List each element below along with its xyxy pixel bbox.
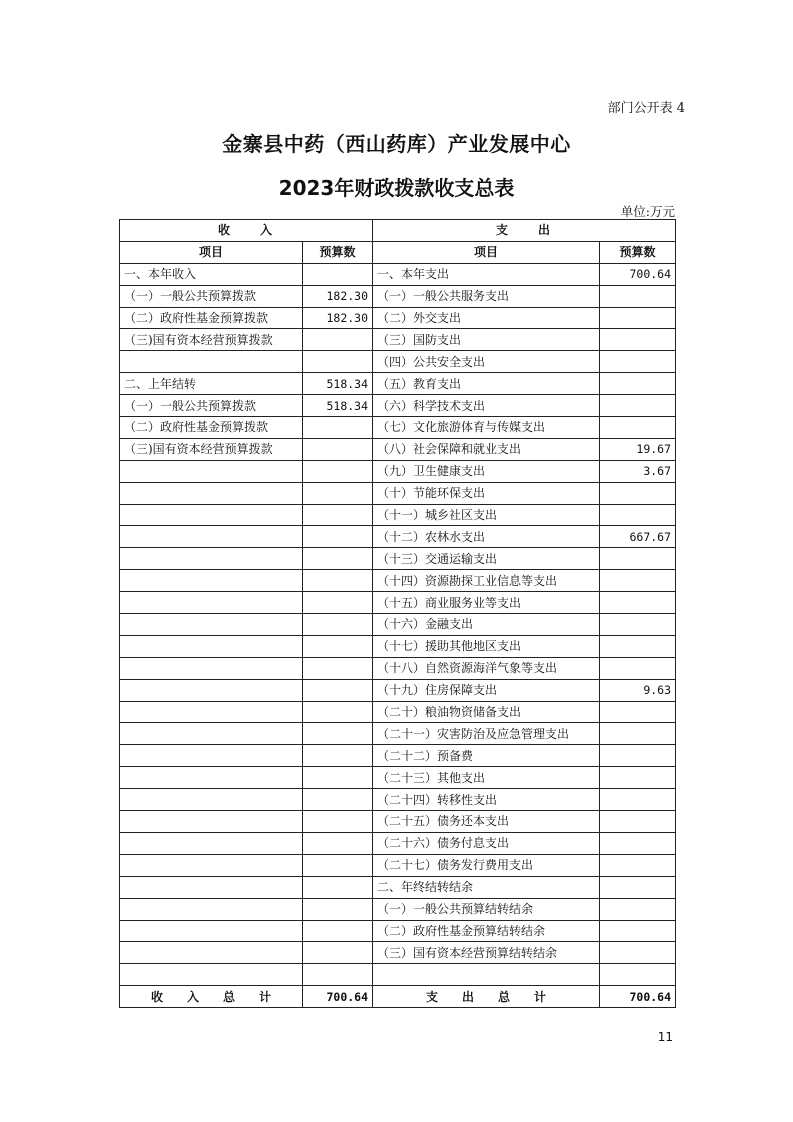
income-value-cell xyxy=(303,351,373,373)
expense-item-cell: 二、年终结转结余 xyxy=(373,876,600,898)
expense-value-cell xyxy=(600,854,676,876)
table-row xyxy=(120,526,676,548)
income-item-cell xyxy=(120,482,303,504)
table-row xyxy=(120,789,676,811)
expense-item-cell: （二十四）转移性支出 xyxy=(373,789,600,811)
table-row xyxy=(120,723,676,745)
income-item-cell xyxy=(120,504,303,526)
table-row xyxy=(120,942,676,964)
income-item-cell xyxy=(120,964,303,986)
income-value-cell xyxy=(303,526,373,548)
table-row xyxy=(120,811,676,833)
table-row xyxy=(120,285,676,307)
table-row xyxy=(120,307,676,329)
expense-value-cell xyxy=(600,898,676,920)
expense-value-cell xyxy=(600,570,676,592)
income-value-cell xyxy=(303,854,373,876)
table-row xyxy=(120,482,676,504)
expense-value-cell xyxy=(600,351,676,373)
table-row xyxy=(120,395,676,417)
expense-item-cell: （二十三）其他支出 xyxy=(373,767,600,789)
expense-value-cell xyxy=(600,592,676,614)
table-row xyxy=(120,876,676,898)
doc-table-tag: 部门公开表 4 xyxy=(607,101,685,116)
income-item-cell xyxy=(120,592,303,614)
header-row-sections xyxy=(120,220,676,242)
expense-item-cell: （六）科学技术支出 xyxy=(373,395,600,417)
expense-value-cell xyxy=(600,373,676,395)
income-value-cell xyxy=(303,898,373,920)
income-value-cell xyxy=(303,614,373,636)
expense-value-cell xyxy=(600,811,676,833)
table-row xyxy=(120,504,676,526)
expense-value-cell xyxy=(600,482,676,504)
expense-item-cell: （一）一般公共服务支出 xyxy=(373,285,600,307)
income-value-cell xyxy=(303,635,373,657)
expense-item-cell: （十五）商业服务业等支出 xyxy=(373,592,600,614)
income-value-cell xyxy=(303,767,373,789)
income-section-header: 收 入 xyxy=(120,220,373,242)
income-item-cell xyxy=(120,635,303,657)
header-row-columns xyxy=(120,241,676,263)
income-value-cell xyxy=(303,876,373,898)
expense-value-cell: 9.63 xyxy=(600,679,676,701)
totals-row xyxy=(120,986,676,1008)
expense-total-value: 700.64 xyxy=(600,986,676,1008)
income-total-value: 700.64 xyxy=(303,986,373,1008)
income-item-cell: （三)国有资本经营预算拨款 xyxy=(120,329,303,351)
expense-value-cell: 3.67 xyxy=(600,460,676,482)
budget-table xyxy=(119,219,676,1008)
expense-value-cell xyxy=(600,723,676,745)
expense-item-cell: （二十二）预备费 xyxy=(373,745,600,767)
table-row xyxy=(120,351,676,373)
table-row xyxy=(120,592,676,614)
expense-item-cell: （一）一般公共预算结转结余 xyxy=(373,898,600,920)
income-value-cell xyxy=(303,592,373,614)
expense-item-cell: （二）政府性基金预算结转结余 xyxy=(373,920,600,942)
income-value-cell xyxy=(303,964,373,986)
table-row xyxy=(120,898,676,920)
income-item-cell: 二、上年结转 xyxy=(120,373,303,395)
income-budget-header: 预算数 xyxy=(303,241,373,263)
table-row xyxy=(120,614,676,636)
expense-value-cell: 700.64 xyxy=(600,263,676,285)
table-row xyxy=(120,767,676,789)
income-value-cell xyxy=(303,701,373,723)
expense-value-cell xyxy=(600,701,676,723)
income-value-cell xyxy=(303,329,373,351)
page-subtitle: 2023年财政拨款收支总表 xyxy=(278,176,515,200)
expense-section-header: 支 出 xyxy=(373,220,676,242)
expense-item-cell: （五）教育支出 xyxy=(373,373,600,395)
income-value-cell xyxy=(303,832,373,854)
page-title: 金寨县中药（西山药库）产业发展中心 xyxy=(222,132,571,156)
table-row xyxy=(120,460,676,482)
income-value-cell: 182.30 xyxy=(303,307,373,329)
expense-item-cell: （八）社会保障和就业支出 xyxy=(373,438,600,460)
expense-value-cell xyxy=(600,635,676,657)
income-item-cell: 一、本年收入 xyxy=(120,263,303,285)
expense-total-label: 支 出 总 计 xyxy=(373,986,600,1008)
expense-value-cell xyxy=(600,920,676,942)
table-row xyxy=(120,263,676,285)
income-value-cell xyxy=(303,482,373,504)
page-number: 11 xyxy=(657,1030,673,1044)
expense-item-cell: （十七）援助其他地区支出 xyxy=(373,635,600,657)
expense-value-cell xyxy=(600,942,676,964)
expense-item-cell: （七）文化旅游体育与传媒支出 xyxy=(373,417,600,439)
income-item-cell: （一）一般公共预算拨款 xyxy=(120,285,303,307)
expense-value-cell xyxy=(600,767,676,789)
income-value-cell xyxy=(303,417,373,439)
income-value-cell xyxy=(303,570,373,592)
table-row xyxy=(120,657,676,679)
expense-value-cell xyxy=(600,307,676,329)
expense-value-cell xyxy=(600,745,676,767)
income-item-cell xyxy=(120,832,303,854)
expense-item-cell: （二）外交支出 xyxy=(373,307,600,329)
income-item-cell xyxy=(120,854,303,876)
income-value-cell xyxy=(303,657,373,679)
table-row xyxy=(120,373,676,395)
income-value-cell xyxy=(303,263,373,285)
table-row xyxy=(120,701,676,723)
expense-value-cell xyxy=(600,789,676,811)
income-item-cell xyxy=(120,570,303,592)
expense-item-cell: （四）公共安全支出 xyxy=(373,351,600,373)
income-value-cell: 182.30 xyxy=(303,285,373,307)
income-item-cell xyxy=(120,460,303,482)
income-value-cell xyxy=(303,504,373,526)
expense-item-cell: 一、本年支出 xyxy=(373,263,600,285)
expense-value-cell xyxy=(600,876,676,898)
income-value-cell xyxy=(303,920,373,942)
expense-item-cell: （十四）资源勘探工业信息等支出 xyxy=(373,570,600,592)
income-item-cell xyxy=(120,548,303,570)
income-item-cell xyxy=(120,789,303,811)
expense-value-cell xyxy=(600,964,676,986)
income-item-header: 项目 xyxy=(120,241,303,263)
expense-item-cell: （三）国防支出 xyxy=(373,329,600,351)
income-total-label: 收 入 总 计 xyxy=(120,986,303,1008)
income-item-cell xyxy=(120,767,303,789)
income-value-cell xyxy=(303,679,373,701)
income-item-cell xyxy=(120,811,303,833)
income-item-cell xyxy=(120,920,303,942)
expense-item-cell: （十）节能环保支出 xyxy=(373,482,600,504)
income-value-cell xyxy=(303,942,373,964)
expense-item-cell: （二十七）债务发行费用支出 xyxy=(373,854,600,876)
expense-value-cell xyxy=(600,417,676,439)
income-item-cell xyxy=(120,723,303,745)
income-item-cell xyxy=(120,351,303,373)
income-item-cell: （二）政府性基金预算拨款 xyxy=(120,307,303,329)
income-item-cell xyxy=(120,876,303,898)
expense-value-cell xyxy=(600,548,676,570)
table-row xyxy=(120,920,676,942)
income-item-cell xyxy=(120,898,303,920)
expense-item-cell: （十九）住房保障支出 xyxy=(373,679,600,701)
expense-value-cell xyxy=(600,832,676,854)
table-row xyxy=(120,417,676,439)
expense-item-cell: （二十五）债务还本支出 xyxy=(373,811,600,833)
expense-budget-header: 预算数 xyxy=(600,241,676,263)
expense-item-cell xyxy=(373,964,600,986)
expense-value-cell xyxy=(600,657,676,679)
income-value-cell xyxy=(303,745,373,767)
table-row xyxy=(120,679,676,701)
unit-label: 单位:万元 xyxy=(620,204,675,219)
expense-item-cell: （十六）金融支出 xyxy=(373,614,600,636)
table-row xyxy=(120,570,676,592)
table-row xyxy=(120,329,676,351)
expense-item-cell: （十三）交通运输支出 xyxy=(373,548,600,570)
income-value-cell xyxy=(303,723,373,745)
income-value-cell: 518.34 xyxy=(303,373,373,395)
income-item-cell: （一）一般公共预算拨款 xyxy=(120,395,303,417)
expense-value-cell: 19.67 xyxy=(600,438,676,460)
table-row xyxy=(120,548,676,570)
expense-item-cell: （二十六）债务付息支出 xyxy=(373,832,600,854)
table-row xyxy=(120,438,676,460)
expense-item-cell: （二十一）灾害防治及应急管理支出 xyxy=(373,723,600,745)
income-item-cell xyxy=(120,657,303,679)
expense-item-header: 项目 xyxy=(373,241,600,263)
table-row xyxy=(120,964,676,986)
table-row xyxy=(120,635,676,657)
expense-value-cell xyxy=(600,504,676,526)
income-item-cell xyxy=(120,614,303,636)
income-value-cell xyxy=(303,460,373,482)
table-row xyxy=(120,745,676,767)
expense-value-cell xyxy=(600,614,676,636)
table-row xyxy=(120,832,676,854)
expense-item-cell: （三）国有资本经营预算结转结余 xyxy=(373,942,600,964)
income-value-cell xyxy=(303,811,373,833)
expense-item-cell: （九）卫生健康支出 xyxy=(373,460,600,482)
income-item-cell xyxy=(120,701,303,723)
income-item-cell xyxy=(120,942,303,964)
income-value-cell xyxy=(303,789,373,811)
income-item-cell xyxy=(120,679,303,701)
expense-item-cell: （十八）自然资源海洋气象等支出 xyxy=(373,657,600,679)
income-value-cell xyxy=(303,438,373,460)
income-item-cell xyxy=(120,745,303,767)
expense-item-cell: （十二）农林水支出 xyxy=(373,526,600,548)
expense-item-cell: （二十）粮油物资储备支出 xyxy=(373,701,600,723)
income-value-cell xyxy=(303,548,373,570)
expense-value-cell xyxy=(600,395,676,417)
income-item-cell: （二）政府性基金预算拨款 xyxy=(120,417,303,439)
income-item-cell xyxy=(120,526,303,548)
expense-value-cell: 667.67 xyxy=(600,526,676,548)
income-value-cell: 518.34 xyxy=(303,395,373,417)
expense-item-cell: （十一）城乡社区支出 xyxy=(373,504,600,526)
expense-value-cell xyxy=(600,285,676,307)
table-row xyxy=(120,854,676,876)
expense-value-cell xyxy=(600,329,676,351)
income-item-cell: （三)国有资本经营预算拨款 xyxy=(120,438,303,460)
